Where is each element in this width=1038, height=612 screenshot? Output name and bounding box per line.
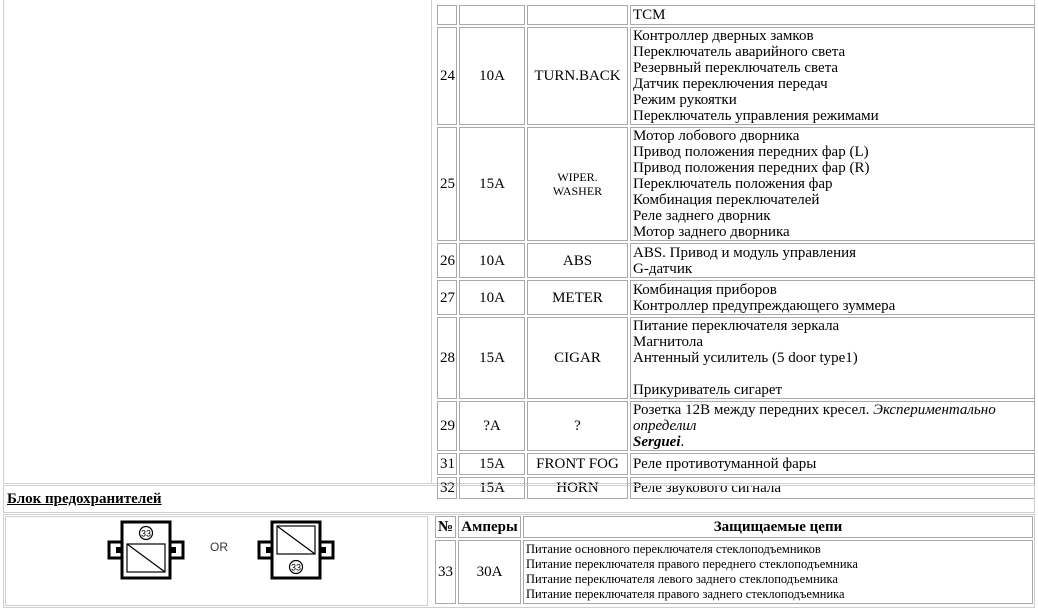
circuit-end: . (680, 434, 685, 450)
fuse-number: 25 (437, 127, 457, 241)
or-label: OR (210, 540, 228, 554)
connector-label: 33 (140, 528, 152, 539)
fuse-code: FRONT FOG (527, 453, 628, 475)
circuit-line: Питание переключателя левого заднего стеклоподъемника (526, 572, 838, 586)
circuit-line: Комбинация приборов (633, 281, 777, 298)
fuse-code: HORN (527, 477, 628, 499)
fuse-table (435, 3, 1037, 501)
connector-label: 33 (290, 562, 302, 573)
fuse-code: METER (527, 280, 628, 315)
fuse-number: 27 (437, 280, 457, 315)
fuse-circuits (630, 27, 1035, 125)
circuit-line: Питание переключателя правого переднего стеклоподъемника (526, 557, 858, 571)
circuit-line: Датчик переключения передач (633, 76, 828, 92)
fuse-circuits (630, 127, 1035, 241)
circuit-line: Переключатель положения фар (633, 176, 833, 192)
table-row (437, 317, 1035, 399)
circuit-line: Питание основного переключателя стеклоподъемников (526, 542, 821, 556)
table-row (437, 280, 1035, 315)
fuse-table-2 (433, 514, 1035, 606)
section-heading: Блок предохранителей (7, 491, 162, 507)
circuit-line: Привод положения передних фар (R) (633, 160, 870, 176)
table-header-row (435, 516, 1033, 538)
table-row (437, 27, 1035, 125)
fuse-circuits (630, 243, 1035, 278)
fuse-number: 26 (437, 243, 457, 278)
fuse-amperage: 15A (459, 317, 525, 399)
fuse-circuits (523, 540, 1033, 604)
circuit-text: Розетка 12В между передних кресел. (633, 402, 874, 418)
circuit-line: Питание переключателя зеркала (633, 318, 840, 335)
circuit-line: Комбинация переключателей (633, 192, 820, 208)
fuse-code: ABS (527, 243, 628, 278)
connector-diagram-cell (5, 516, 428, 606)
table-row (437, 5, 1035, 25)
fuse-amperage: 30A (458, 540, 521, 604)
fuse-circuits (630, 401, 1035, 451)
fuse-code (527, 127, 628, 241)
fuse-code-line: WIPER. (557, 170, 598, 184)
circuit-author: Serguei (633, 434, 681, 450)
circuit-line: Режим рукоятки (633, 92, 737, 108)
circuit-line: Реле заднего дворник (633, 208, 771, 224)
circuit-line: TCM (633, 7, 666, 23)
fuse-circuits (630, 317, 1035, 399)
circuit-line: Привод положения передних фар (L) (633, 144, 869, 160)
fuse-code: TURN.BACK (527, 27, 628, 125)
fuse-number: 32 (437, 477, 457, 499)
circuit-line: Резервный переключатель света (633, 60, 839, 76)
fuse-code: CIGAR (527, 317, 628, 399)
fuse-amperage: 15A (459, 127, 525, 241)
circuit-line: Прикуриватель сигарет (633, 381, 783, 398)
fuse-amperage: 10A (459, 280, 525, 315)
circuit-line: Контроллер предупреждающего зуммера (633, 297, 896, 314)
circuit-line: Антенный усилитель (5 door type1) (633, 350, 858, 367)
circuit-line: Магнитола (633, 334, 704, 351)
circuit-line: G-датчик (633, 260, 693, 277)
table-row (437, 401, 1035, 451)
fuse-number (437, 5, 457, 25)
table-row (437, 243, 1035, 278)
fuse-number: 28 (437, 317, 457, 399)
section-heading-row (3, 485, 1035, 513)
circuit-note: Экспериментально определил (633, 402, 996, 434)
fuse-code: ? (527, 401, 628, 451)
table-row (437, 127, 1035, 241)
blank-line (633, 366, 1032, 382)
circuit-line: Контроллер дверных замков (633, 28, 814, 44)
circuit-line: ABS. Привод и модуль управления (633, 244, 857, 261)
circuit-line: Питание переключателя правого заднего стеклоподъемника (526, 587, 845, 601)
connector-diagram-left (105, 520, 187, 582)
fuse-number: 29 (437, 401, 457, 451)
fuse-circuits (630, 453, 1035, 475)
fuse-code-line: WASHER (552, 184, 603, 198)
left-empty-cell (3, 0, 432, 484)
table-row (435, 540, 1033, 604)
connector-diagram-right (255, 520, 337, 582)
column-header-amperage: Амперы (458, 516, 521, 538)
fuse-circuits (630, 280, 1035, 315)
fuse-amperage (459, 5, 525, 25)
fuse-circuits (630, 5, 1035, 25)
fuse-number: 24 (437, 27, 457, 125)
circuit-line: Реле противотуманной фары (633, 456, 817, 472)
circuit-line: Реле звукового сигнала (633, 480, 782, 496)
fuse-number: 31 (437, 453, 457, 475)
table-row (437, 453, 1035, 475)
column-header-circuits: Защищаемые цепи (523, 516, 1033, 538)
fuse-amperage: 15A (459, 477, 525, 499)
fuse-amperage: 15A (459, 453, 525, 475)
circuit-line: Переключатель аварийного света (633, 44, 846, 60)
fuse-amperage: ?A (459, 401, 525, 451)
fuse-amperage: 10A (459, 243, 525, 278)
circuit-line: Мотор лобового дворника (633, 128, 800, 144)
column-header-number: № (435, 516, 456, 538)
circuit-line: Мотор заднего дворника (633, 224, 790, 240)
circuit-line: Переключатель управления режимами (633, 108, 879, 124)
fuse-amperage: 10A (459, 27, 525, 125)
fuse-code (527, 5, 628, 25)
fuse-number: 33 (435, 540, 456, 604)
